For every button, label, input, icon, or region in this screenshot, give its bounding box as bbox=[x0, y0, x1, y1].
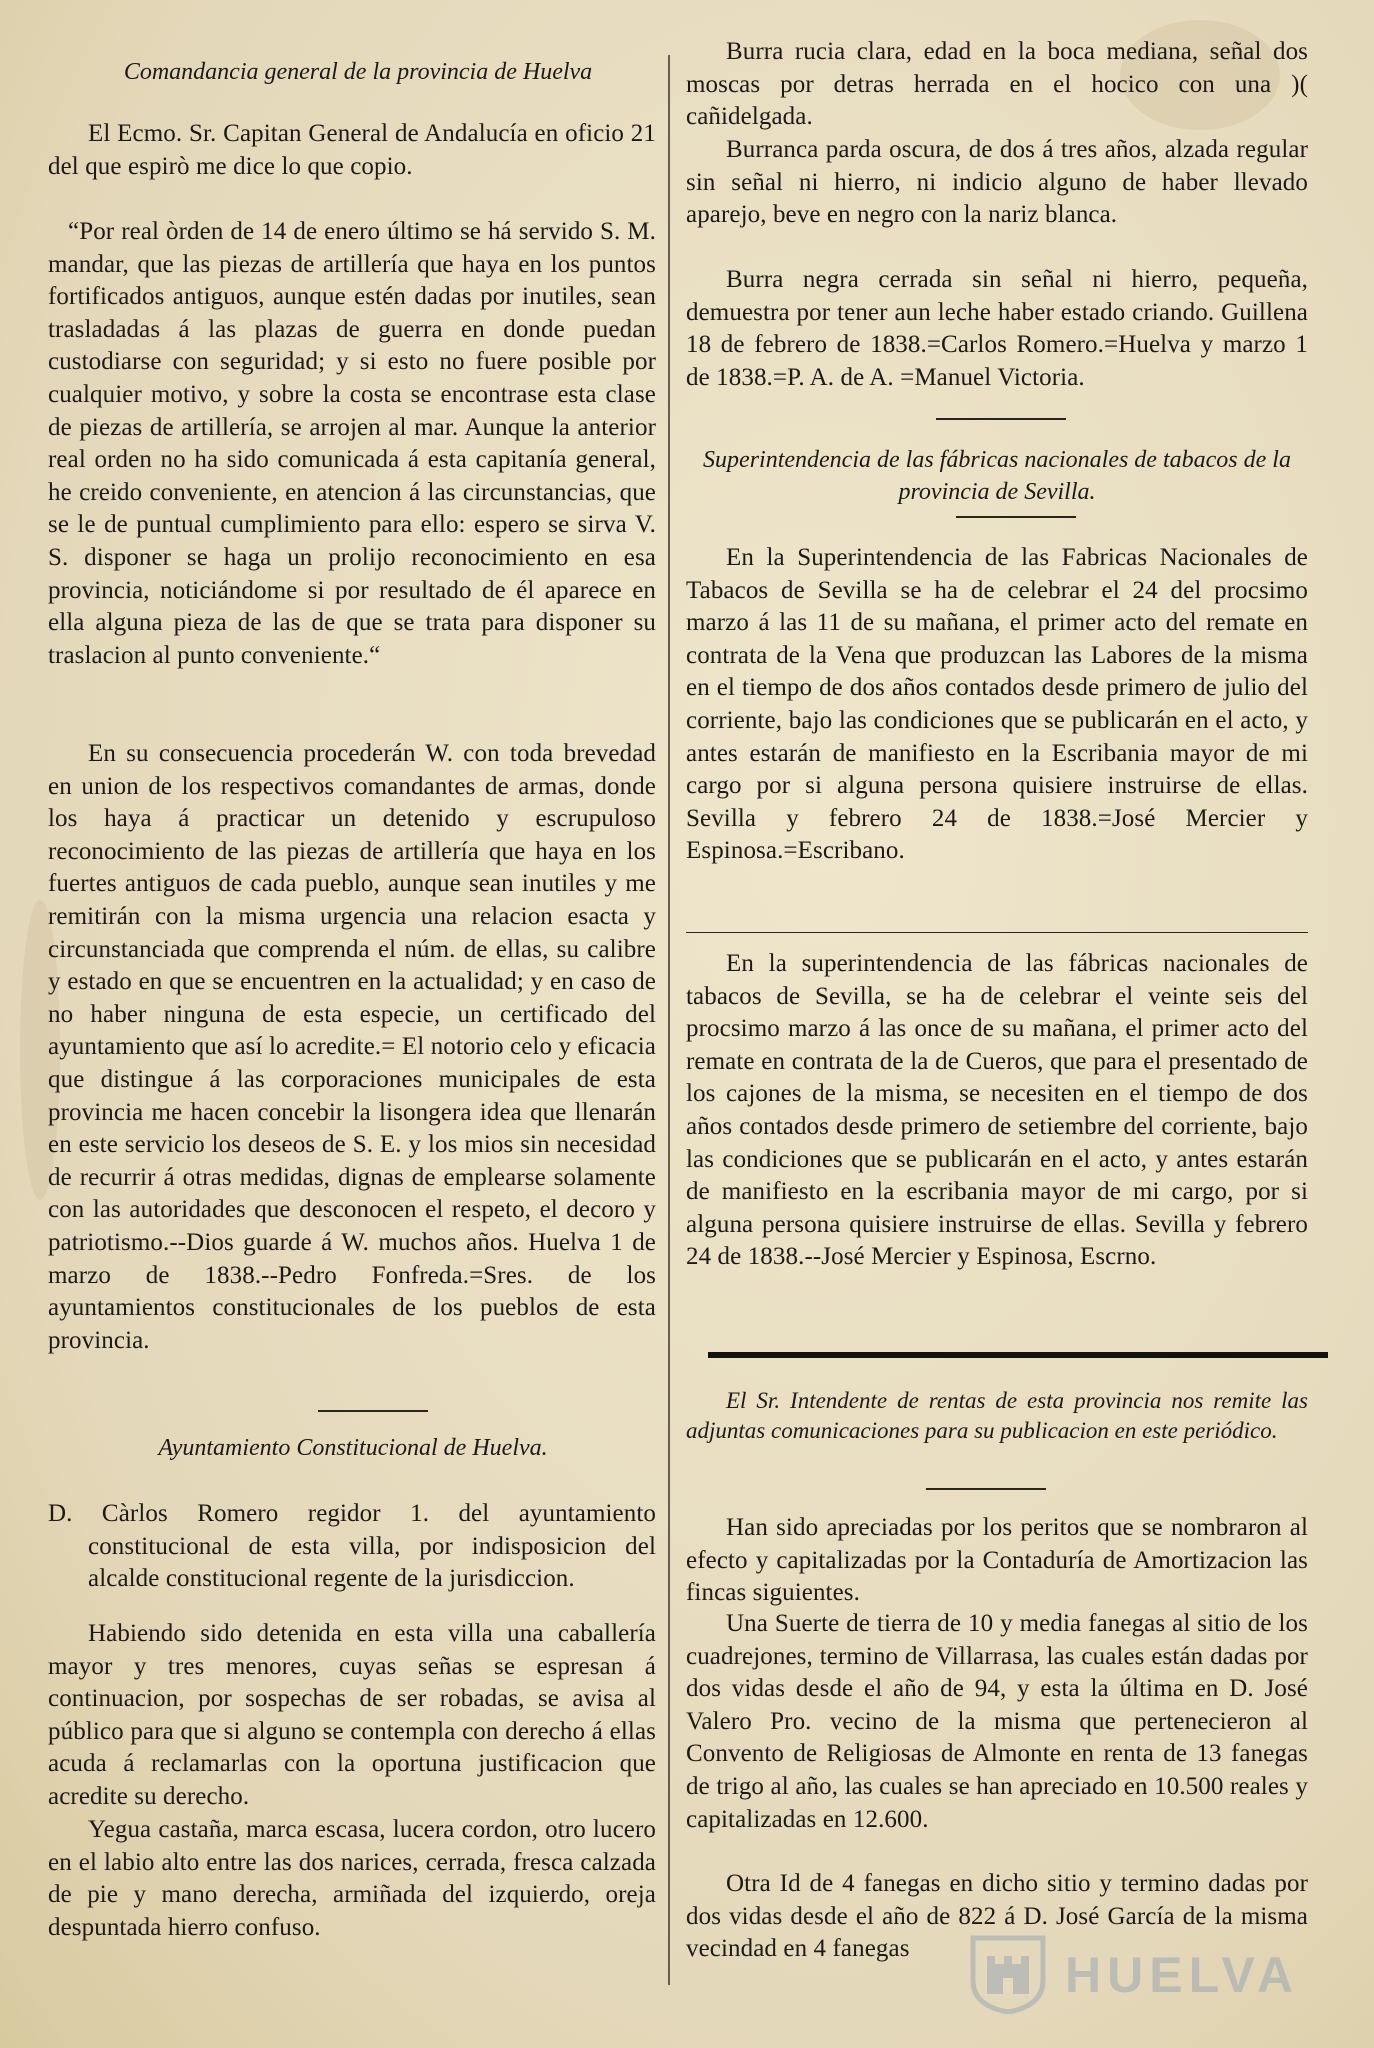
section-heading-intendente: El Sr. Intendente de rentas de esta provincia nos remite las adjuntas comunicaciones para su publicacion en este periódico. bbox=[686, 1388, 1308, 1443]
section-rule bbox=[686, 932, 1308, 933]
paragraph-burranca: Burranca parda oscura, de dos á tres años, alzada regular sin señal ni hierro, ni indicio alguno de haber llevado aparejo, beve en negro con la nariz blanca. bbox=[686, 136, 1308, 229]
watermark-text: HUELVA bbox=[1065, 1947, 1300, 2003]
section-rule bbox=[956, 516, 1076, 518]
section-heading-superintendencia: Superintendencia de las fábricas nacionales de tabacos de la provincia de Sevilla. bbox=[703, 447, 1291, 505]
paragraph-aviso-caballerias: Habiendo sido detenida en esta villa una caballería mayor y tres menores, cuyas señas se espresan á continuacion, por sospechas de ser robadas, se avisa al público para que si alguno se contempla con derecho á ellas acuda á reclamarlas con la oportuna justificacion que acredite su derecho. bbox=[48, 1620, 656, 1810]
paragraph-remate-vena: En la Superintendencia de las Fabricas Nacionales de Tabacos de Sevilla se ha de celebrar el 24 del procsimo marzo á las 11 de su mañana, el primer acto del remate en contrata de la Vena que produzcan las Labores de la misma en el tiempo de dos años contados desde primero de julio del corriente, bajo las condiciones que se publicarán en el acto, y antes estarán de manifiesto en la Escribania mayor de mi cargo por si alguna persona quisiere instruirse de ellas. Sevilla y febrero 24 de 1838.=José Mercier y Espinosa.=Escribano. bbox=[686, 544, 1308, 865]
section-rule bbox=[936, 418, 1066, 420]
castle-shield-icon bbox=[965, 1934, 1051, 2014]
paragraph-burra-negra: Burra negra cerrada sin señal ni hierro, pequeña, demuestra por tener aun leche haber estado criando. Guillena 18 de febrero de 1838.=Carlos Romero.=Huelva y marzo 1 de 1838.=P. A. de A. =Manuel Victoria. bbox=[686, 266, 1308, 391]
paragraph-burra-rucia: Burra rucia clara, edad en la boca mediana, señal dos moscas por detras herrada en el hocico con una )( cañidelgada. bbox=[686, 38, 1308, 131]
paragraph-suerte-tierra: Una Suerte de tierra de 10 y media fanegas al sitio de los cuadrejones, termino de Villarrasa, las cuales están dadas por dos vidas desde el año de 94, y esta la última en D. José Valero Pro. vecino de la misma que pertenecieron al Convento de Religiosas de Almonte en renta de 13 fanegas de trigo al año, las cuales se han apreciado en 10.500 reales y capitalizadas en 12.600. bbox=[686, 1610, 1308, 1833]
paragraph-fincas-intro: Han sido apreciadas por los peritos que se nombraron al efecto y capitalizadas por la Contaduría de Amortizacion las fincas siguientes. bbox=[686, 1514, 1308, 1607]
paragraph-remate-cueros: En la superintendencia de las fábricas nacionales de tabacos de Sevilla, se ha de celebrar el veinte seis del procsimo marzo á las once de su mañana, el primer acto del remate en contrata de la de Cueros, que para el presentado de los cajones de la misma, se necesiten en el tiempo de dos años contados desde primero de setiembre del corriente, bajo las condiciones que se publicarán en el acto, y antes estarán de manifiesto en la escribania mayor de mi cargo, por si alguna persona quisiere instruirse de ellas. Sevilla y febrero 24 de 1838.--José Mercier y Espinosa, Escrno. bbox=[686, 950, 1308, 1271]
paragraph-otra-id: Otra Id de 4 fanegas en dicho sitio y termino dadas por dos vidas desde el año de 822 á D. José García de la misma vecindad en 4 fanegas bbox=[686, 1870, 1308, 1963]
paragraph-intro: El Ecmo. Sr. Capitan General de Andalucía en oficio 21 del que espirò me dice lo que copio. bbox=[48, 120, 656, 180]
paragraph-instructions: En su consecuencia procederán W. con toda brevedad en union de los respectivos comandantes de armas, donde los haya á practicar un detenido y escrupuloso reconocimiento de las piezas de artillería que haya en los fuertes antiguos de cada pueblo, aunque sean inutiles y me remitirán con la misma urgencia una relacion esacta y circunstanciada que comprenda el núm. de ellas, su calibre y estado en que se encuentren en la actualidad; y en caso de no haber ninguna de esta especie, un certificado del ayuntamiento que así lo acredite.= El notorio celo y eficacia que distingue á las corporaciones municipales de esta provincia me hacen concebir la lisongera idea que llenarán en este servicio los deseos de S. E. y los mios sin necesidad de recurrir á otras medidas, dignas de emplearse solamente con las autoridades que desconocen el respeto, el decoro y patriotismo.--Dios guarde á W. muchos años. Huelva 1 de marzo de 1838.--Pedro Fonfreda.=Sres. de los ayuntamientos constitucionales de los pueblos de esta provincia. bbox=[48, 740, 656, 1354]
section-heading-comandancia: Comandancia general de la provincia de Huelva bbox=[123, 59, 593, 85]
section-rule bbox=[318, 1410, 428, 1412]
section-rule bbox=[926, 1488, 1046, 1490]
paragraph-royal-order: “Por real òrden de 14 de enero último se há servido S. M. mandar, que las piezas de artillería que haya en los puntos fortificados antiguos, aunque estén dadas por inutiles, sean trasladadas á las plazas de guerra en donde puedan custodiarse con seguridad; y si esto no fuere posible por cualquier motivo, y sobre la costa se encontrase esta clase de piezas de artillería, se arrojen al mar. Aunque la anterior real orden no ha sido comunicada á esta capitanía general, he creido conveniente, en atencion á las circunstancias, que se le de puntual cumplimiento para ello: espero se sirva V. S. disponer se haga un prolijo reconocimiento en esa provincia, noticiándome si por resultado de él aparece en ella alguna pieza de las de que se trata para disponer su traslacion al punto conveniente.“ bbox=[48, 218, 656, 669]
paragraph-regidor: D. Càrlos Romero regidor 1. del ayuntamiento constitucional de esta villa, por indisposicion del alcalde constitucional regente de la jurisdiccion. bbox=[48, 1500, 656, 1593]
watermark bbox=[965, 1934, 1335, 2014]
section-heading-ayuntamiento: Ayuntamiento Constitucional de Huelva. bbox=[158, 1435, 548, 1461]
paragraph-yegua: Yegua castaña, marca escasa, lucera cordon, otro lucero en el labio alto entre las dos narices, cerrada, fresca calzada de pie y mano derecha, armiñada del izquierdo, oreja despuntada hierro confuso. bbox=[48, 1816, 656, 1941]
column-divider bbox=[668, 55, 670, 1985]
heavy-separator-rule bbox=[708, 1352, 1328, 1358]
